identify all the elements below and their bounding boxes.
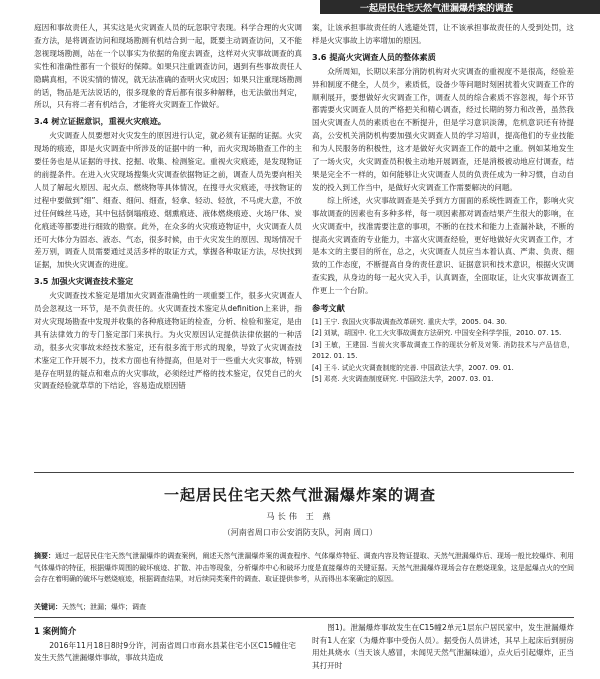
section-heading-3-4: 3.4 树立证据意识，重视火灾痕迹。 bbox=[34, 116, 166, 127]
paragraph: 众所周知，长期以来部分消防机构对火灾调查的重视度不是很高，经验差异和制度不健全，人员少，素质低，设备少等问题时刻困扰着火灾调查工作的顺利展开，要想做好火灾调查工作，调查人员的综合素质不容忽视，每个环节都需要火灾调查人员的严格把关和精心调查，经过长期的努力和改善，虽然我国火灾调查人员的素质也在不断提升，但是学习意识淡薄，危机意识还有待提高，公安机关消防机构要加强火灾调查人员的学习培训，提高他们的专业技能和为人民服务的积极性，这才是做好火灾调查工作的最中之重。例如某地发生了一场火灾，火灾调查员积极主动地开展调查，还是消极被动地应付调查，结果是完全不一样的，如何能够让火灾调查人员的负责任成为一种习惯，自动自发的投入到工作当中，是做好火灾调查工作需要解决的问题。 bbox=[312, 66, 574, 192]
section-heading-3-6: 3.6 提高火灾调查人员的整体素质 bbox=[312, 51, 436, 62]
paragraph: 2016年11月18日8时9分许，河南省周口市商水县某住宅小区C15幢住宅发生天然气泄漏爆炸事故，事故共造成 bbox=[34, 640, 296, 662]
case-left-column bbox=[34, 625, 296, 665]
keywords-text: 天然气；泄漏；爆炸；调查 bbox=[62, 603, 146, 611]
article-affiliation: （河南省周口市公安消防支队，河南 周口） bbox=[222, 528, 378, 537]
keywords-label: 关键词： bbox=[34, 603, 62, 611]
section-heading-3-5: 3.5 加强火灾调查技术鉴定 bbox=[34, 276, 134, 287]
right-column bbox=[312, 22, 574, 386]
paragraph: 案，让该承担事故责任的人逃避处罚，让不该承担事故责任的人受到处罚，这样是火灾事故上访率增加的原因。 bbox=[312, 23, 574, 45]
paragraph: 火灾调查人员要想对火灾发生的原因进行认定，就必须有证据的证据。火灾现场的痕迹，即是火灾调查中所涉及的证据中的一种，而火灾现场勘查工作的主要任务也是从证据的寻找、挖掘、收集、检测鉴定。重视火灾痕迹，是发现物证的前提条件。在进入火灾现场搜集火灾调查依据物证之前，调查人员先要向相关人员了解起火原因、起火点、燃烧物等具体情况，在搜寻火灾痕迹，寻找物证的过程中要做到“细”、细查、细问、细查，轻拿、轻动、轻放，不马虎大意，不放过任何蛛丝马迹，其中包括倒塌痕迹、烟熏痕迹、液体燃烧痕迹、火场尸体、炭化痕迹等都要进行细致的勘察。此外，在众多的火灾痕迹物证中，火灾调查人员还可大体分为固态、液态、气态，很多时候，由于火灾发生的原因、现场情况千差万别，调查人员需要通过灵活多样的取证方式，掌握各种取证方法，尽快找到证据，加快火灾调查的进度。 bbox=[34, 131, 302, 270]
reference-item: [5] 邓亮. 火灾调查制度研究. 中国政法大学，2007. 03. 01. bbox=[312, 375, 494, 384]
running-header-title: 一起居民住宅天然气泄漏爆炸案的调查 bbox=[360, 4, 514, 14]
paragraph: 庭因和事故责任人，其实这是火灾调查人员的玩忽职守表现。科学合理的火灾调查方法，是将调查访问和现场勘测有机结合到一起，既要主动调查访问，又不能忽视现场勘测，站在一个以事实为依据的角度去调查，这样对火灾事故调查的真实性和准确性都有一个很好的保障。如果只注重调查访问，遇到有些事故责任人隐瞒真相，不说实情的情况，就无法准确的查明火灾成因；如果只注重现场勘测的话，物品是无法说话的，很多现象的背后都有很多种解释，也无法做出判定，所以，只有将二者有机结合，才能将火灾调查工作做好。 bbox=[34, 23, 302, 110]
article-authors: 马长伟 王 燕 bbox=[266, 511, 334, 521]
references-heading: 参考文献 bbox=[312, 303, 345, 314]
reference-item: [4] 王斗. 试论火灾调查制度的完善. 中国政法大学，2007. 09. 01. bbox=[312, 363, 514, 372]
paragraph: 火灾调查技术鉴定是增加火灾调查准确性的一项重要工作，很多火灾调查人员会忽视这一环节，是不负责任的。火灾调查技术鉴定从definition上来讲，指对火灾现场勘查中发现并收集的各种痕迹物证的检查，分析、检验和鉴定，是由具有法律效力的专门鉴定部门来执行。为火灾原因认定提供法律依据的一种活动，很多火灾事故未经技术鉴定，还有很多流于形式的现象，导致了火灾调查技术鉴定工作开展不力，技术方面也有待提高，但是对于一些重大火灾事故，特别是存在明显的疑点和难点的火灾事故，必须经过严格的技术鉴定，仅凭自己的火灾调查经验就草草的下结论，容易造成原因错 bbox=[34, 291, 302, 391]
reference-item: [1] 王宁. 我国火灾事故调查改革研究. 重庆大学，2005. 04. 30. bbox=[312, 317, 507, 326]
abstract bbox=[34, 551, 574, 586]
article-title: 一起居民住宅天然气泄漏爆炸案的调查 bbox=[163, 486, 436, 504]
keywords bbox=[34, 602, 574, 612]
abstract-text: 通过一起居民住宅天然气泄漏爆炸的调查案例，阐述天然气泄漏爆炸案的调查程序、气体爆炸特征、调查内容及物证提取、天然气泄漏爆炸后、现场一般比较爆炸、利用气体爆炸的特征，根据爆炸周围的破坏痕迹、扩散、冲击等现象，分析爆炸中心和破坏力度是直接爆炸的关键证据。天然气泄漏爆炸现场会存在燃烧现象，这是起爆点火的空间会存在着明确的破坏与燃烧痕迹，根据调查结果，对后续同类案件的调查、取证提供参考，从而得出本案确定的原因。 bbox=[34, 552, 575, 584]
paragraph: 综上所述，火灾事故调查是关乎到方方面面的系统性调查工作，影响火灾事故调查的因素也有多种多样，每一项因素都对调查结果产生很大的影响，在火灾调查中，找准需要注意的事项，不断的在技术和能力上查漏补缺，不断的提高火灾调查的专业能力，丰富火灾调查经验，更好地做好火灾调查工作，才是本文的主要目的所在，总之，火灾调查人员应当本着认真、严肃、负责、细致的工作态度，不断提高自身的责任意识、证据意识和技术意识，根据火灾调查实践，从身边的每一起火灾入手，认真调查，全面取证，让火灾事故调查工作更上一个台阶。 bbox=[312, 195, 574, 296]
section-heading-1: 1 案例简介 bbox=[34, 626, 77, 636]
paragraph: 图1)。泄漏爆炸事故发生在C15幢2单元1层东户居民家中，发生泄漏爆炸时有1人在家（为爆炸事中受伤人员）。据受伤人员讲述，其早上起床后到厨房用灶具烧水（当天该人感冒，未闻见天然气泄漏味道），点火后引起爆炸，正当其打开时 bbox=[312, 623, 574, 670]
reference-item: [3] 王敏，王建国. 当前火灾事故调查工作的现状分析及对策. 消防技术与产品信息，2012. 01. 15. bbox=[312, 340, 574, 361]
section-divider bbox=[34, 472, 574, 473]
abstract-label: 摘要： bbox=[34, 552, 56, 560]
left-column bbox=[34, 22, 302, 393]
section-divider bbox=[34, 617, 574, 618]
case-right-column bbox=[312, 622, 574, 672]
reference-item: [2] 刘斌，胡国中. 化工火灾事故调查方法研究. 中国安全科学学报，2010. 07. 15. bbox=[312, 329, 562, 338]
